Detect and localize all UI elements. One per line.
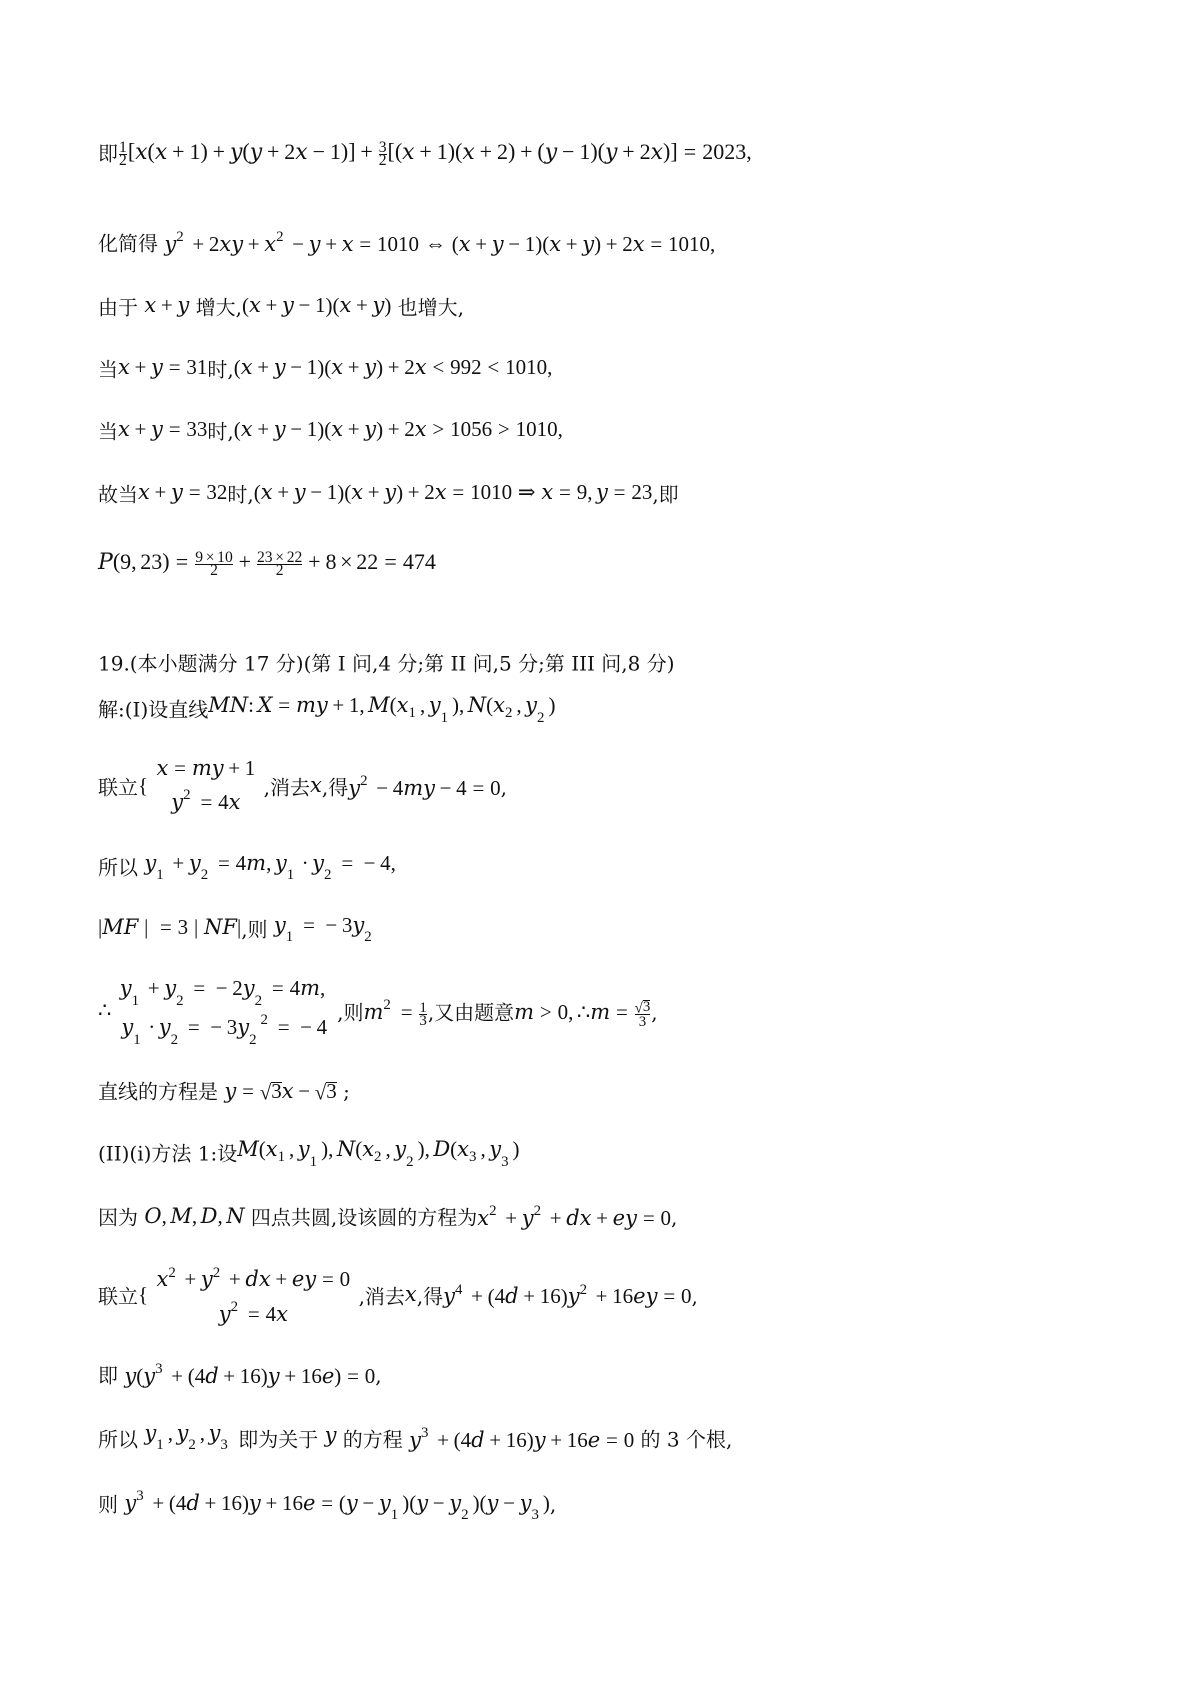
- line-14-post: ;: [343, 1079, 350, 1104]
- line-18-pre: 即: [98, 1363, 118, 1388]
- line-6-post: ,即: [652, 482, 679, 507]
- line-12-text: ,则: [241, 917, 268, 942]
- line-4-pre: 当: [98, 357, 118, 382]
- line-2: [98, 229, 719, 267]
- math-expression: y 3 + ( 4 d + 16 ) y + 16 e = 0: [409, 1425, 635, 1456]
- line-6-pre: 故当: [98, 482, 138, 507]
- line-17-post: ,: [691, 1284, 698, 1309]
- line-1: [98, 138, 755, 170]
- math-system: {x = m y + 1y 2 = 4 x: [138, 755, 256, 815]
- line-14-pre: 直线的方程是: [98, 1079, 218, 1104]
- math-expression: y1, y2, y3: [144, 1420, 228, 1454]
- line-19-pre: 所以: [98, 1427, 138, 1452]
- line-11: [98, 850, 399, 884]
- math-expression: x 2 + y 2 + d x + e y = 0: [477, 1203, 671, 1230]
- math-expression: x + y: [144, 292, 190, 317]
- math-expression: M N : X = m y + 1 , M ( x 1 , y1 ) , N ( x 2 , y2 ): [208, 693, 556, 726]
- line-5-pre: 当: [98, 419, 118, 444]
- math-expression: O , M , D , N: [144, 1203, 245, 1228]
- math-system: {x 2 + y 2 + d x + e y = 0y 2 = 4 x: [138, 1264, 351, 1326]
- line-3: [98, 294, 464, 320]
- line-12: [98, 912, 376, 946]
- line-20-pre: 则: [98, 1492, 118, 1517]
- math-expression: | M F | = 3 | N F |: [98, 915, 242, 944]
- line-9: [98, 693, 556, 726]
- math-expression: x: [310, 773, 322, 798]
- math-expression: y 2 − 4 m y − 4 = 0: [348, 773, 501, 800]
- line-20: [98, 1488, 557, 1524]
- line-7: [98, 548, 436, 580]
- line-3-mid: 增大,: [195, 295, 242, 320]
- math-expression: m > 0 , ∴ m = 33: [514, 999, 651, 1030]
- line-1-text: 即: [98, 141, 118, 166]
- line-4-mid: 时,: [207, 357, 234, 382]
- line-13-mid2: ,又由题意: [427, 1000, 515, 1025]
- line-18-post: ,: [375, 1363, 382, 1388]
- line-19: [98, 1420, 733, 1456]
- line-15: [98, 1137, 520, 1170]
- math-expression: ( x + y − 1 ) ( x + y ): [241, 293, 392, 322]
- math-expression: M ( x 1 , y1 ) , N ( x 2 , y2 ) , D ( x 3 , y3 ): [237, 1137, 520, 1170]
- line-13-post: ,: [651, 1000, 658, 1025]
- line-16: [98, 1204, 677, 1230]
- line-17-mid2: ,得: [416, 1284, 444, 1309]
- math-expression: x: [404, 1282, 417, 1307]
- math-expression: y1+ y2= 4 m , y1· y2= − 4 ,: [144, 850, 396, 884]
- math-expression: y1= − 3 y2: [273, 912, 372, 946]
- line-17-mid: ,消去: [358, 1284, 405, 1309]
- line-10-mid2: ,得: [321, 775, 349, 800]
- line-5: [98, 418, 566, 444]
- math-expression: y 3 + ( 4 d + 16 ) y + 16 e = ( y − y1 ) ( y − y2 ) ( y − y3 ): [124, 1488, 550, 1524]
- line-9-text: 解:(I)设直线: [98, 697, 209, 722]
- math-expression: y: [324, 1423, 337, 1447]
- line-6: [98, 481, 679, 507]
- line-3-post: 也增大,: [397, 295, 465, 320]
- math-expression: 12 [ x ( x + 1 ) + y ( y + 2 x − 1 ) ] + 32 [ ( x + 1 ) ( x + 2 ) + ( y − 1 ) ( y + 2 x ) ] = 2023 ,: [119, 138, 752, 170]
- line-18: [98, 1361, 382, 1392]
- math-expression: m 2 = 13: [363, 997, 427, 1030]
- line-10-pre: 联立: [98, 775, 138, 800]
- math-expression: ( x + y − 1 ) ( x + y ) + 2 x < 992 < 1010 ,: [233, 355, 553, 384]
- line-19-mid2: 的方程: [342, 1427, 403, 1452]
- math-expression: y 4 + ( 4 d + 16 ) y 2 + 16 e y = 0: [443, 1281, 692, 1313]
- math-expression: x + y = 32: [138, 480, 228, 504]
- line-2-text: 化简得: [98, 231, 158, 256]
- line-16-mid: 四点共圆,设该圆的方程为: [250, 1205, 478, 1230]
- problem-19-heading: 19.(本小题满分 17 分)(第 I 问,4 分;第 II 问,5 分;第 III 问,8 分): [98, 651, 675, 676]
- line-16-post: ,: [670, 1205, 678, 1230]
- math-expression: x + y = 33: [118, 417, 208, 441]
- math-expression: y ( y 3 + ( 4 d + 16 ) y + 16 e ) = 0: [124, 1361, 376, 1392]
- line-16-pre: 因为: [98, 1205, 138, 1230]
- math-expression: ( x + y − 1 ) ( x + y ) + 2 x > 1056 > 1010 ,: [233, 417, 563, 446]
- line-10-mid: ,消去: [263, 775, 311, 800]
- line-8: [98, 650, 675, 676]
- line-10: [98, 756, 507, 819]
- line-4: [98, 356, 556, 382]
- line-10-post: ,: [500, 775, 508, 800]
- line-17-pre: 联立: [98, 1284, 138, 1309]
- math-expression: y 2 + 2 x y + x 2 − y + x = 1010 ⇔ ( x + y − 1 ) ( x + y ) + 2 x = 1010 ,: [164, 229, 716, 267]
- math-expression: ( x + y − 1 ) ( x + y ) + 2 x = 1010 ⇒ x = 9 , y = 23: [253, 480, 653, 509]
- math-expression: x + y = 31: [118, 355, 208, 379]
- line-13: [98, 976, 658, 1049]
- line-19-mid: 即为关于: [238, 1427, 319, 1452]
- line-15-text: (II)(i)方法 1:设: [98, 1141, 238, 1166]
- line-13-mid: ,则: [337, 1000, 364, 1025]
- line-17: [98, 1262, 698, 1331]
- math-expression: y = 3 x − 3: [224, 1078, 337, 1103]
- line-14: [98, 1078, 350, 1104]
- math-expression: P ( 9 , 23 ) = 9 × 102 + 23 × 222 + 8 × 22 = 474: [98, 548, 436, 580]
- line-6-mid: 时,: [227, 482, 254, 507]
- line-5-mid: 时,: [207, 419, 234, 444]
- line-19-post: 的 3 个根,: [640, 1427, 733, 1452]
- line-3-pre: 由于: [98, 295, 138, 320]
- line-20-post: ,: [549, 1492, 557, 1517]
- math-system: ∴y1+ y2= − 2 y2= 4 m ,y1· y2= − 3 y22 = − 4: [98, 975, 328, 1048]
- line-11-text: 所以: [98, 855, 138, 880]
